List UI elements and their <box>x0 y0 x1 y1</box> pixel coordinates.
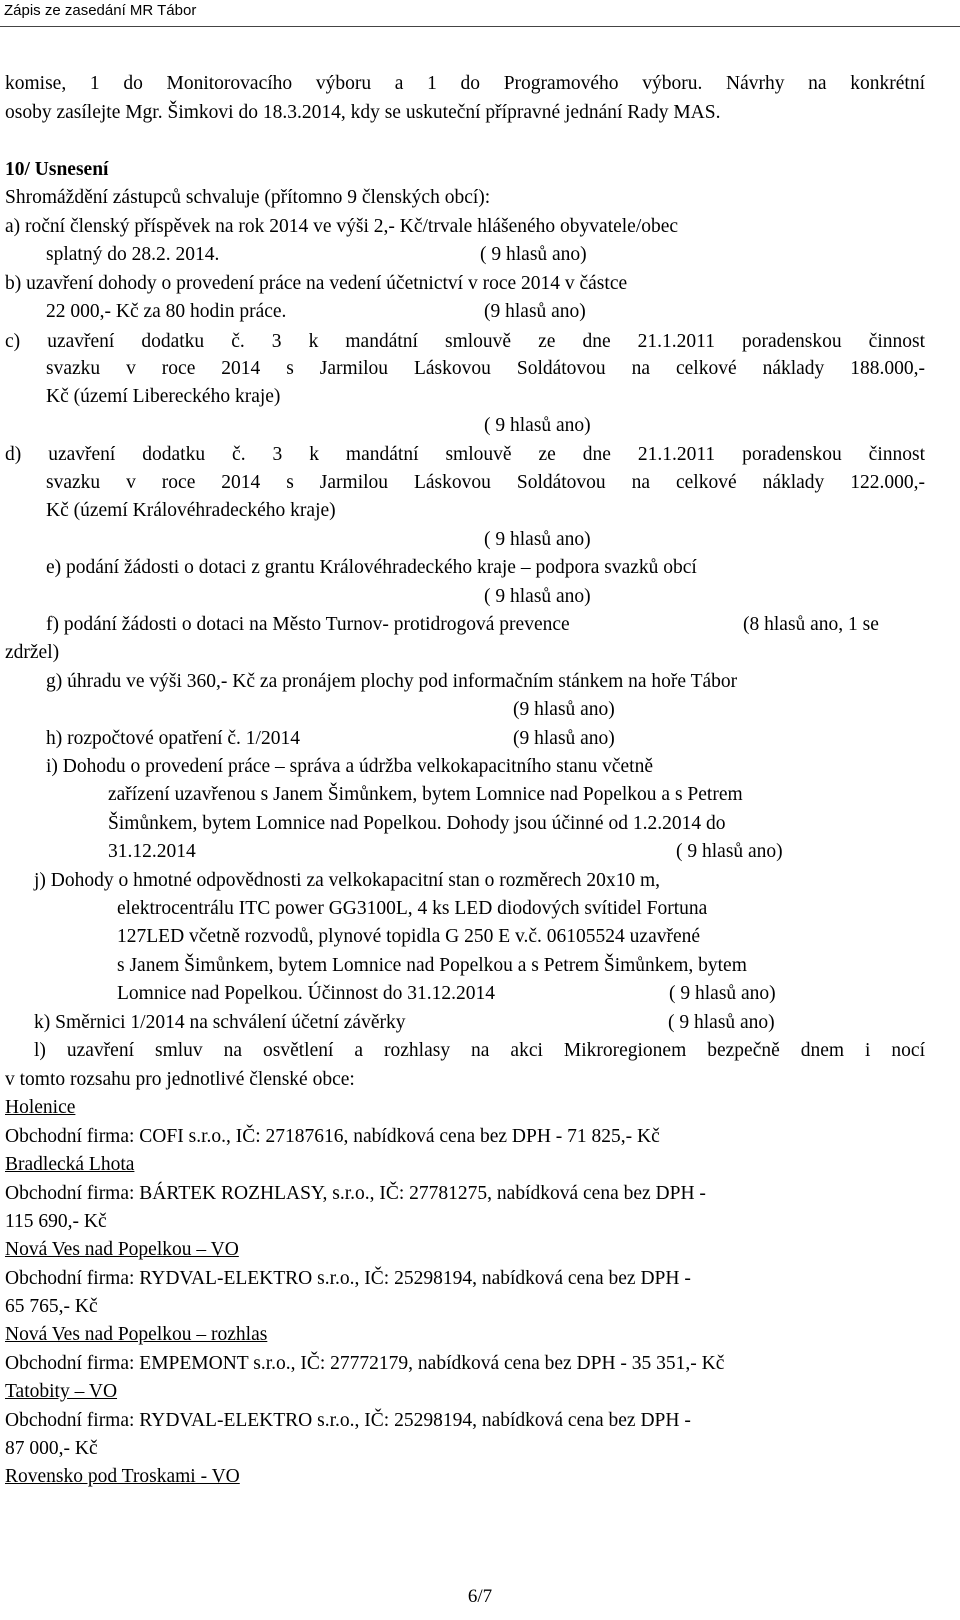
item-j-line-5: Lomnice nad Popelkou. Účinnost do 31.12.2014 <box>117 983 496 1004</box>
village-firm-price: 87 000,- Kč <box>5 1438 98 1459</box>
item-f-line-1: f) podání žádosti o dotaci na Město Turnov- protidrogová prevence <box>46 614 570 635</box>
section-heading: 10/ Usnesení <box>5 159 109 180</box>
village-firm: Obchodní firma: RYDVAL-ELEKTRO s.r.o., IČ: 25298194, nabídková cena bez DPH - <box>5 1410 691 1431</box>
item-h-line-1: h) rozpočtové opatření č. 1/2014 <box>46 728 300 749</box>
item-j-line-1: j) Dohody o hmotné odpovědnosti za velkokapacitní stan o rozměrech 20x10 m, <box>34 870 661 891</box>
item-j-line-2: elektrocentrálu ITC power GG3100L, 4 ks LED diodových svítidel Fortuna <box>117 898 708 919</box>
item-i-line-3: Šimůnkem, bytem Lomnice nad Popelkou. Dohody jsou účinné od 1.2.2014 do <box>108 813 726 834</box>
item-c-line-3: Kč (území Libereckého kraje) <box>46 386 281 407</box>
item-k-line-1: k) Směrnici 1/2014 na schválení účetní závěrky <box>34 1012 406 1033</box>
item-f-vote: (8 hlasů ano, 1 se <box>743 614 879 635</box>
item-a-vote: ( 9 hlasů ano) <box>480 244 587 265</box>
item-c-line-2: svazku v roce 2014 s Jarmilou Láskovou Soldátovou na celkové náklady 188.000,- <box>46 358 925 379</box>
village-firm: Obchodní firma: BÁRTEK ROZHLASY, s.r.o., IČ: 27781275, nabídková cena bez DPH - <box>5 1183 706 1204</box>
village-name: Tatobity – VO <box>5 1381 118 1402</box>
village-firm: Obchodní firma: COFI s.r.o., IČ: 27187616, nabídková cena bez DPH - 71 825,- Kč <box>5 1126 660 1147</box>
header-divider <box>0 26 960 27</box>
village-firm: Obchodní firma: EMPEMONT s.r.o., IČ: 27772179, nabídková cena bez DPH - 35 351,- Kč <box>5 1353 725 1374</box>
item-i-line-4: 31.12.2014 <box>108 841 196 862</box>
item-e-line-1: e) podání žádosti o dotaci z grantu Královéhradeckého kraje – podpora svazků obcí <box>46 557 697 578</box>
item-b-vote: (9 hlasů ano) <box>484 301 586 322</box>
item-b-line-2: 22 000,- Kč za 80 hodin práce. <box>46 301 287 322</box>
item-h-vote: (9 hlasů ano) <box>513 728 615 749</box>
item-a-line-1: a) roční členský příspěvek na rok 2014 ve výši 2,- Kč/trvale hlášeného obyvatele/obec <box>5 216 679 237</box>
item-c-vote: ( 9 hlasů ano) <box>484 415 591 436</box>
item-f-line-2: zdržel) <box>5 642 60 663</box>
item-g-line-1: g) úhradu ve výši 360,- Kč za pronájem plochy pod informačním stánkem na hoře Tábor <box>46 671 738 692</box>
village-name: Holenice <box>5 1097 76 1118</box>
item-i-line-1: i) Dohodu o provedení práce – správa a údržba velkokapacitního stanu včetně <box>46 756 653 777</box>
item-i-line-2: zařízení uzavřenou s Janem Šimůnkem, bytem Lomnice nad Popelkou a s Petrem <box>108 784 743 805</box>
item-d-vote: ( 9 hlasů ano) <box>484 529 591 550</box>
village-name: Bradlecká Lhota <box>5 1154 135 1175</box>
item-l-line-2: v tomto rozsahu pro jednotlivé členské obce: <box>5 1069 355 1090</box>
item-a-line-2: splatný do 28.2. 2014. <box>46 244 220 265</box>
village-name: Nová Ves nad Popelkou – rozhlas <box>5 1324 268 1345</box>
intro-line-1: komise, 1 do Monitorovacího výboru a 1 do Programového výboru. Návrhy na konkrétní <box>5 73 925 94</box>
item-g-vote: (9 hlasů ano) <box>513 699 615 720</box>
item-l-line-1: l) uzavření smluv na osvětlení a rozhlasy na akci Mikroregionem bezpečně dnem i nocí <box>34 1040 925 1061</box>
item-j-line-4: s Janem Šimůnkem, bytem Lomnice nad Popelkou a s Petrem Šimůnkem, bytem <box>117 955 747 976</box>
item-j-line-3: 127LED včetně rozvodů, plynové topidla G 250 E v.č. 06105524 uzavřené <box>117 926 701 947</box>
item-d-line-1: d) uzavření dodatku č. 3 k mandátní smlouvě ze dne 21.1.2011 poradenskou činnost <box>5 444 925 465</box>
item-k-vote: ( 9 hlasů ano) <box>668 1012 775 1033</box>
item-d-line-2: svazku v roce 2014 s Jarmilou Láskovou Soldátovou na celkové náklady 122.000,- <box>46 472 925 493</box>
section-lead: Shromáždění zástupců schvaluje (přítomno 9 členských obcí): <box>5 187 491 208</box>
item-j-vote: ( 9 hlasů ano) <box>669 983 776 1004</box>
village-firm-price: 65 765,- Kč <box>5 1296 98 1317</box>
item-i-vote: ( 9 hlasů ano) <box>676 841 783 862</box>
intro-line-2: osoby zasílejte Mgr. Šimkovi do 18.3.2014, kdy se uskuteční přípravné jednání Rady MAS. <box>5 102 721 123</box>
village-firm-price: 115 690,- Kč <box>5 1211 107 1232</box>
village-name: Rovensko pod Troskami - VO <box>5 1466 240 1487</box>
village-name: Nová Ves nad Popelkou – VO <box>5 1239 239 1260</box>
page-number: 6/7 <box>467 1586 493 1607</box>
item-d-line-3: Kč (území Královéhradeckého kraje) <box>46 500 336 521</box>
page-header-title: Zápis ze zasedání MR Tábor <box>4 2 197 19</box>
item-c-line-1: c) uzavření dodatku č. 3 k mandátní smlouvě ze dne 21.1.2011 poradenskou činnost <box>5 331 925 352</box>
village-firm: Obchodní firma: RYDVAL-ELEKTRO s.r.o., IČ: 25298194, nabídková cena bez DPH - <box>5 1268 691 1289</box>
item-b-line-1: b) uzavření dohody o provedení práce na vedení účetnictví v roce 2014 v částce <box>5 273 628 294</box>
item-e-vote: ( 9 hlasů ano) <box>484 586 591 607</box>
